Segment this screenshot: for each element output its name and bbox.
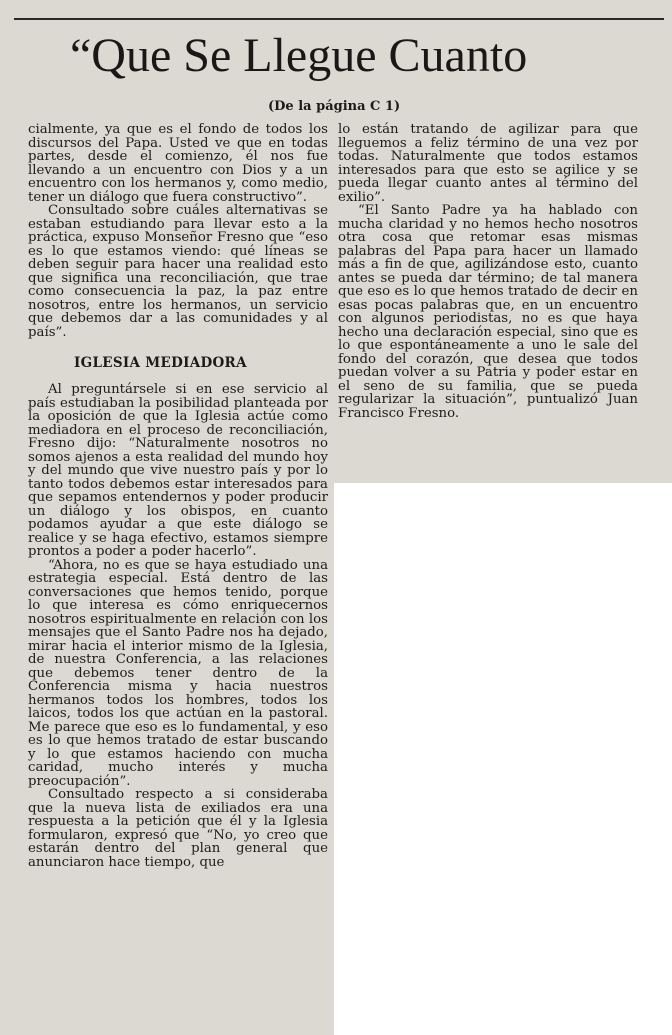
blank-area — [334, 483, 672, 1035]
paragraph: cialmente, ya que es el fondo de todos los discursos del Papa. Usted ve que en todas partes, desde el comienzo, él nos fue llevando a un encuentro con Dios y a un encuentro con los hermanos y, como medio, tener un diálogo que fuera constructivo”. — [28, 122, 328, 205]
right-column — [338, 123, 638, 420]
paragraph: “El Santo Padre ya ha hablado con mucha claridad y no hemos hecho nosotros otra cosa que retomar esas mismas palabras del Papa para hacer un llamado más a fin de que, agilizándose esto, cuanto antes se pueda dar término; de tal manera que eso es lo que hemos tratado de decir en esas pocas palabras que, en un encuentro con algunos periodistas, no es que haya hecho una declaración especial, sino que es lo que espontáneamente a uno le sale del fondo del corazón, que desea que todos puedan volver a su Patria y poder estar en el seno de su familia, que se pueda regularizar la situación”, puntualizó Juan Francisco Fresno. — [338, 203, 638, 421]
paragraph: Al preguntársele si en ese servicio al país estudiaban la posibilidad planteada por la oposición de que la Iglesia actúe como mediadora en el proceso de reconciliación, Fresno dijo: “Naturalmente nosotros no somos ajenos a esta realidad del mundo hoy y del mundo que vive nuestro país y por lo tanto todos debemos estar interesados para que sepamos entendernos y poder producir un diálogo y los obispos, en cuanto podamos ayudar a que este diálogo se realice y se haga efectivo, estamos siempre prontos a poder a poder hacerlo”. — [28, 382, 328, 559]
top-rule — [14, 18, 664, 20]
paragraph: Consultado respecto a si consideraba que la nueva lista de exiliados era una respuesta a la petición que él y la Iglesia formularon, expresó que “No, yo creo que estarán dentro del plan general que anunciaron hace tiempo, que — [28, 787, 328, 870]
jump-line: (De la página C 1) — [268, 99, 401, 114]
section-heading: IGLESIA MEDIADORA — [74, 355, 247, 371]
left-column — [28, 123, 328, 869]
paragraph: Consultado sobre cuáles alternativas se estaban estudiando para llevar esto a la práctica, expuso Monseñor Fresno que “eso es lo que estamos viendo: qué líneas se deben seguir para hacer una realidad esto que significa una reconciliación, que trae como consecuencia la paz, la paz entre nosotros, entre los hermanos, un servicio que debemos dar a las comunidades y al país”. — [28, 203, 328, 340]
paragraph: “Ahora, no es que se haya estudiado una estrategia especial. Está dentro de las conversaciones que hemos tenido, porque lo que interesa es cómo enriquecernos nosotros espiritualmente en relación con los mensajes que el Santo Padre nos ha dejado, mirar hacia el interior mismo de la Iglesia, de nuestra Conferencia, a las relaciones que debemos tener dentro de la Conferencia misma y hacia nuestros hermanos todos los hombres, todos los laicos, todos los que actúan en la pastoral. Me parece que eso es lo fundamental, y eso es lo que hemos tratado de estar buscando y lo que estamos haciendo con mucha caridad, mucho interés y mucha preocupación”. — [28, 557, 328, 789]
paragraph: lo están tratando de agilizar para que lleguemos a feliz término de una vez por todas. Naturalmente que todos estamos interesados para que esto se agilice y se pueda llegar cuanto antes al término del exilio”. — [338, 122, 638, 205]
headline: “Que Se Llegue Cuanto — [70, 29, 528, 82]
